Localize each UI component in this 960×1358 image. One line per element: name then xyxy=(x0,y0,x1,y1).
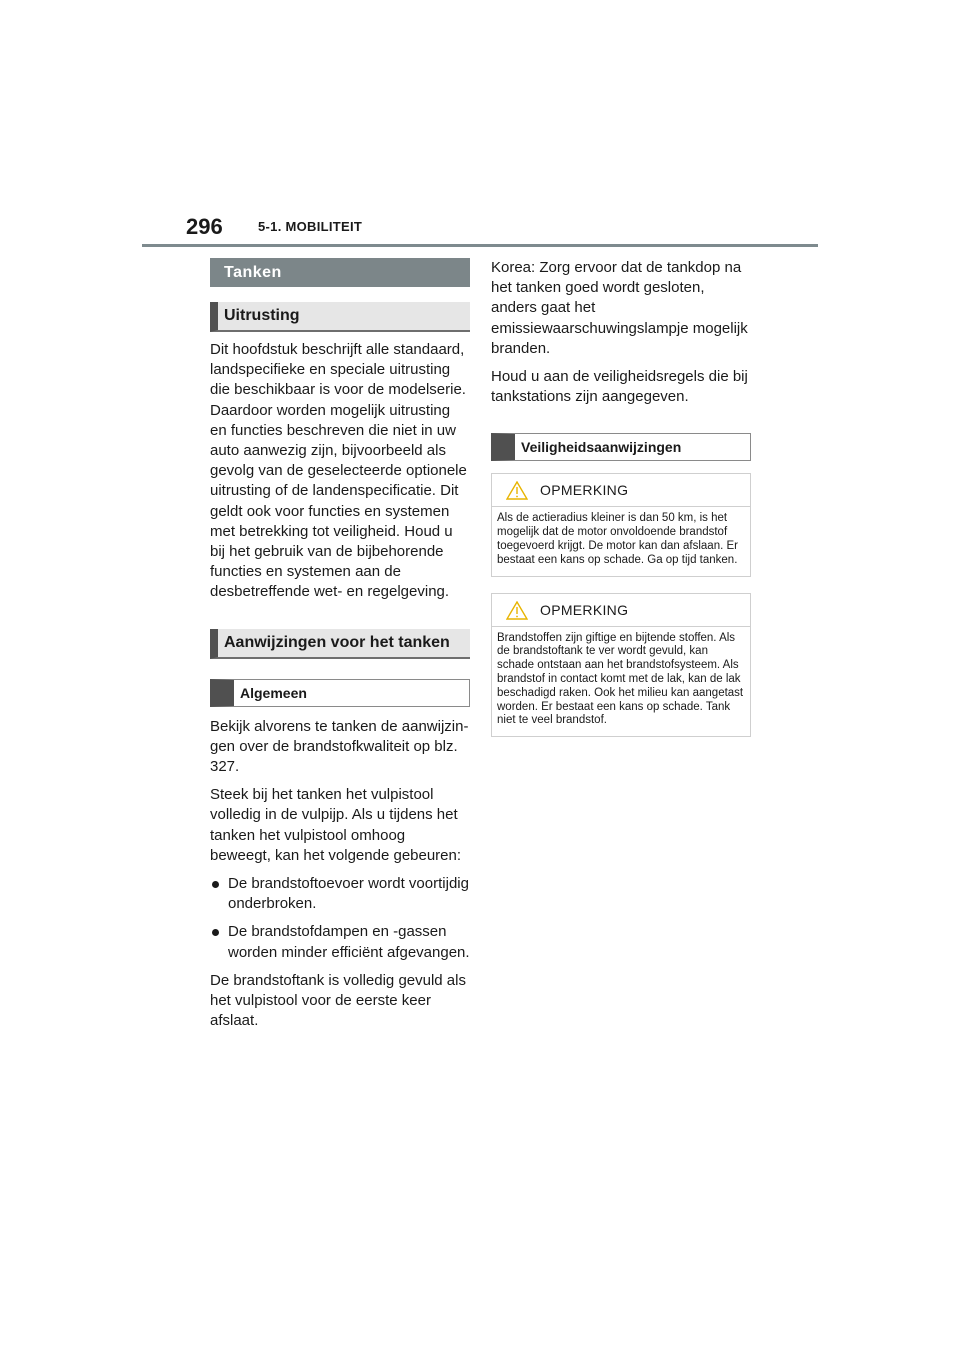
list-item xyxy=(210,874,470,914)
right-column xyxy=(491,258,751,737)
chapter-banner: Tanken xyxy=(210,258,470,287)
page-number: 296 xyxy=(186,214,223,239)
general-heading: Algemeen xyxy=(210,679,470,707)
warning-triangle-icon xyxy=(506,481,528,500)
notice-title: OPMERKING xyxy=(540,601,629,618)
bullet-icon xyxy=(212,929,219,936)
notice-text: Brandstoffen zijn giftige en bijtende stoffen. Als de brandstoftank te ver wordt gevuld, kan schade ontstaan aan het brandstofsysteem. Als brandstof in contact komt met de lak, kan de lak beschadigd raken. Ook het milieu kan aangetast worden. Er bestaat een kans op schade. Tank niet te veel brandstof. xyxy=(497,631,744,727)
header-rule xyxy=(142,244,818,247)
list-item xyxy=(210,922,470,962)
notice-title: OPMERKING xyxy=(540,482,629,499)
left-column xyxy=(210,258,470,1031)
equipment-paragraph: Dit hoofdstuk beschrijft alle standaard, landspecifieke en speciale uitrusting die beschikbaar is voor de modelserie. Daardoor worden mogelijk uitrusting en functies beschreven die niet in uw auto aanwezig zijn, bijvoorbeeld als gevolg van de geselecteerde optionele uitrusting of de landenspecificatie. Dit geldt ook voor functies en systemen met betrekking tot veiligheid. Houd u bij het gebruik van de bijbehorende functies en systemen aan de desbetreffende wet- en regelgeving. xyxy=(210,341,467,601)
tank-full-paragraph: De brandstoftank is volledig gevuld als het vulpistool voor de eerste keer afslaat. xyxy=(210,971,466,1030)
safety-rules-paragraph: Houd u aan de veiligheidsregels die bij tankstations zijn aangegeven. xyxy=(491,368,748,406)
notice-header xyxy=(492,474,750,507)
notice-text: Als de actieradius kleiner is dan 50 km, is het mogelijk dat de motor onvoldoende brandstof toegevoerd krijgt. De motor kan dan afslaan. Er bestaat een kans op schade. Ga op tijd tanken. xyxy=(497,512,738,566)
safety-heading: Veiligheidsaanwijzingen xyxy=(491,433,751,461)
nozzle-paragraph: Steek bij het tanken het vulpistool volledig in de vulpijp. Als u tijdens het tanken het vulpistool omhoog beweegt, kan het volgende gebeuren: xyxy=(210,786,462,864)
equipment-heading: Uitrusting xyxy=(210,302,470,332)
bullet-text: De brandstofdampen en -gassen worden minder efficiënt afgevangen. xyxy=(228,923,470,961)
korea-paragraph: Korea: Zorg ervoor dat de tankdop na het tanken goed wordt gesloten, anders gaat het emissiewaarschuwingslampje mogelijk branden. xyxy=(491,259,748,357)
bullet-icon xyxy=(212,881,219,888)
notice-box xyxy=(491,593,751,738)
notice-box xyxy=(491,473,751,576)
section-label: 5-1. MOBILITEIT xyxy=(258,219,363,234)
fuel-quality-paragraph: Bekijk alvorens te tanken de aanwijzingen over de brandstofkwaliteit op blz. 327. xyxy=(210,717,469,776)
refuel-heading: Aanwijzingen voor het tanken xyxy=(210,629,470,659)
warning-triangle-icon xyxy=(506,601,528,620)
bullet-text: De brandstoftoevoer wordt voortijdig onderbroken. xyxy=(228,875,469,913)
notice-header xyxy=(492,594,750,627)
bullet-list xyxy=(210,874,470,963)
